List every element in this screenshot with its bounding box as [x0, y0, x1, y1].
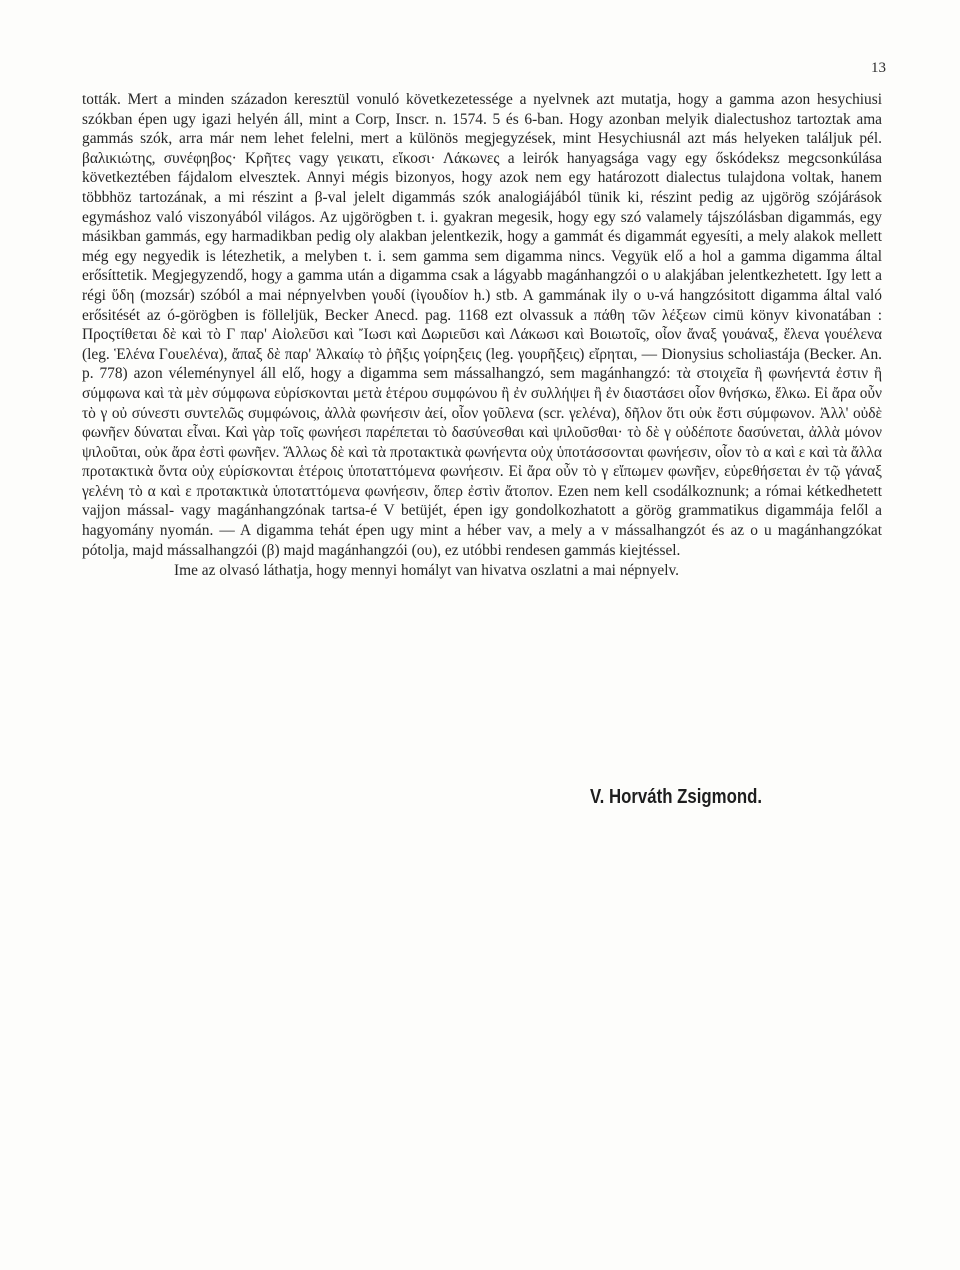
body-text — [82, 90, 882, 581]
page-number: 13 — [871, 60, 886, 76]
body-paragraph-main: tották. Mert a minden századon keresztül vonuló következetessége a nyelvnek azt mutatja, hogy a gamma azon hesychiusi szókban épen ugy igazi helyén áll, mint a Corp, Inscr. n. 1574. 5 és 6-ban. Hogy azonban melyik dialectushoz tartoztak ama gammás szók, arra már nem lehet felelni, mert a különös megjegyzések, mint Hesychiusnál azt más helyeken találjuk pél. βαλικιώτης, συνέφηβος· Κρῆτες vagy γεικατι, εἴκοσι· Λάκωνες a leirók hanyagsága vagy egy őskódeksz megcsonkúlása következtében fájdalom elvesztek. Annyi mégis bizonyos, hogy azok nem egy határozott dialectus tulajdona voltak, hanem többhöz tartozának, a mi részint a β-val jelelt digammás szók analogiájából tünik ki, részint pedig az ujgörög szójárások egymáshoz való viszonyából világos. Az ujgörögben t. i. gyakran megesik, hogy egy szó valamely tájszólásban digammás, egy másikban gammás, egy harmadikban pedig oly alakban jelentkezik, hogy a gammát és digammát egyesíti, a mely alakok mellett még egy negyedik is létezhetik, a melyben t. i. sem gamma sem digamma nincs. Vegyük elő a hol a gamma digamma által erősíttetik. Megjegyzendő, hogy a gamma után a digamma csak a lágyabb magánhangzói ο υ alakjában jelentkezhetett. Igy lett a régi ὕδη (mozsár) szóból a mai népnyelvben γουδί (ἰγουδίον h.) stb. A gammának ily ο υ-vá hangzósitott digamma által való erősitését az ó-görögben is fölleljük, Becker Anecd. pag. 1168 ezt olvassuk a πάθη τῶν λέξεων cimü könyv kivonatában : Προςτίθεται δὲ καὶ τὸ Γ παρ' Αἰολεῦσι καὶ Ἴωσι καὶ Δωριεῦσι καὶ Λάκωσι καὶ Βοιωτοῖς, οἷον ἄναξ γουάναξ, ἔλενα γουέλενα (leg. Ἑλένα Γουελένα), ἄπαξ δὲ παρ' Ἀλκαίῳ τὸ ῥῆξις γοίρηξεις (leg. γουρῆξεις) εἴρηται, — Dionysius scholiastája (Becker. An. p. 778) azon véleménynyel áll elő, hogy a digamma sem mássalhangzó, sem magánhangzó: τὰ στοιχεῖα ἢ φωνήεντά ἐστιν ἢ σύμφωνα καὶ τὰ μὲν σύμφωνα εὑρίσκονται μετὰ ἑτέρου συμφώνου ἢ ἐν συλλήψει ἢ ἐν διαστάσει οἷον θνήσκω, ἕλκω. Εἰ ἄρα οὖν τὸ γ οὐ σύνεστι συντελῶς συμφώνοις, ἀλλὰ φωνήεσιν ἀεί, οἷον γοῦλενα (scr. γελένα), δῆλον ὅτι οὐκ ἔστι σύμφωνον. Ἀλλ' οὐδὲ φωνῆεν δύναται εἶναι. Καὶ γὰρ τοῖς φωνήεσι παρέπεται τὸ δασύνεσθαι καὶ ψιλοῦσθαι· τὸ δὲ γ οὐδέποτε δασύνεται, ἀλλὰ μόνον ψιλοῦται, οὐκ ἄρα ἐστὶ φωνῆεν. Ἄλλως δὲ καὶ τὰ προτακτικὰ φωνήεντα οὐχ ὑποτάσσονται φωνήεσιν, οἷον τὸ α καὶ ε καὶ τὰ ἄλλα προτακτικὰ ὄντα οὐχ εὑρίσκονται ἑτέροις ὑποταττόμενα φωνήεσιν. Εἰ ἄρα οὖν τὸ γ εἴπωμεν φωνῆεν, εὑρεθήσεται ἐν τῷ γάναξ γελένη τὸ α καὶ ε προτακτικὰ ὑποταττόμενα φωνήεσιν, ὅπερ ἐστὶν ἄτοπον. Ezen nem kell csodálkoznunk; a római kétkedhetett vajjon mással- vagy magánhangzónak tartsa-é V betüjét, épen igy gondolkozhatott a görög grammatikus digammája felől a hagyomány nyomán. — A digamma tehát épen ugy mint a héber vav, a mely a v mássalhangzót és az o u magánhangzókat pótolja, majd mássalhangzói (β) majd magánhangzói (ου), ez utóbbi rendesen gammás kiejtéssel. — [82, 91, 882, 559]
author-signature: V. Horváth Zsigmond. — [590, 786, 763, 808]
body-paragraph-closing: Ime az olvasó láthatja, hogy mennyi homályt van hivatva oszlatni a mai népnyelv. — [174, 562, 680, 580]
